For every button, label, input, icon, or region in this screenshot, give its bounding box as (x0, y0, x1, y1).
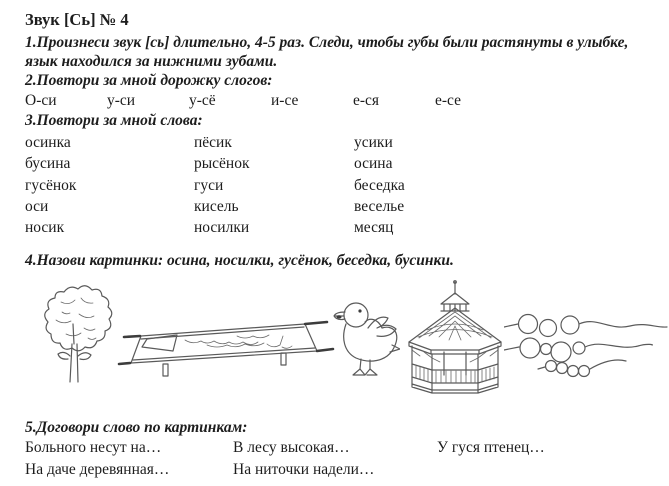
word-cell: веселье (354, 197, 405, 215)
task-2-instruction: 2.Повтори за мной дорожку слогов: (25, 72, 273, 89)
syllable: у-сё (189, 92, 216, 109)
gosling-icon (332, 300, 400, 380)
word-cell: оси (25, 197, 49, 215)
word-cell: бусина (25, 155, 71, 173)
stretcher-drawing (117, 316, 335, 382)
beads-icon (504, 295, 668, 387)
syllable: О-си (25, 92, 57, 109)
word-cell: гуси (194, 176, 224, 194)
syllable: е-се (435, 92, 461, 109)
syllable: е-ся (353, 92, 380, 109)
stretcher-icon (117, 316, 335, 382)
word-cell: носик (25, 219, 65, 237)
word-cell: осинка (25, 134, 71, 151)
task-5-instruction: 5.Договори слово по картинкам: (25, 419, 248, 437)
sentence-cell (437, 459, 657, 481)
aspen-tree-drawing (36, 282, 114, 384)
picture-band (25, 274, 657, 407)
bead-strings-drawing (504, 295, 668, 387)
sentence-cell: На даче деревянная… (25, 461, 170, 479)
word-cell: усики (354, 134, 393, 151)
word-cell: носилки (194, 219, 250, 237)
word-cell: рысёнок (194, 155, 250, 173)
word-cell: месяц (354, 219, 394, 237)
aspen-tree-icon (36, 282, 114, 384)
sentence-cell: Больного несут на… (25, 439, 162, 457)
gosling-drawing (332, 300, 400, 380)
sentence-row-1 (25, 437, 657, 459)
word-cell: осина (354, 155, 393, 173)
sentence-cell: На ниточки надели… (233, 461, 375, 479)
word-cell: пёсик (194, 134, 232, 151)
syllable: и-се (271, 92, 299, 109)
syllable-row (25, 91, 657, 111)
task-3-instruction: 3.Повтори за мной слова: (25, 112, 203, 129)
sentence-cell: У гуся птенец… (437, 439, 545, 457)
word-list (25, 132, 657, 238)
sentence-cell: В лесу высокая… (233, 439, 350, 457)
task-1-instruction: 1.Произнеси звук [сь] длительно, 4-5 раз. Следи, чтобы губы были растянуты в улыбке, язык находился за нижними зубами. (25, 34, 629, 70)
task-4-instruction: 4.Назови картинки: осина, носилки, гусёнок, беседка, бусинки. (25, 252, 454, 270)
sentence-row-2 (25, 459, 657, 481)
gazebo-icon (404, 280, 506, 400)
syllable: у-си (107, 92, 136, 109)
word-cell: гусёнок (25, 176, 77, 194)
word-cell: беседка (354, 176, 405, 194)
page-title: Звук [Сь] № 4 (25, 10, 129, 29)
gazebo-drawing (404, 280, 506, 400)
word-cell: кисель (194, 197, 239, 215)
